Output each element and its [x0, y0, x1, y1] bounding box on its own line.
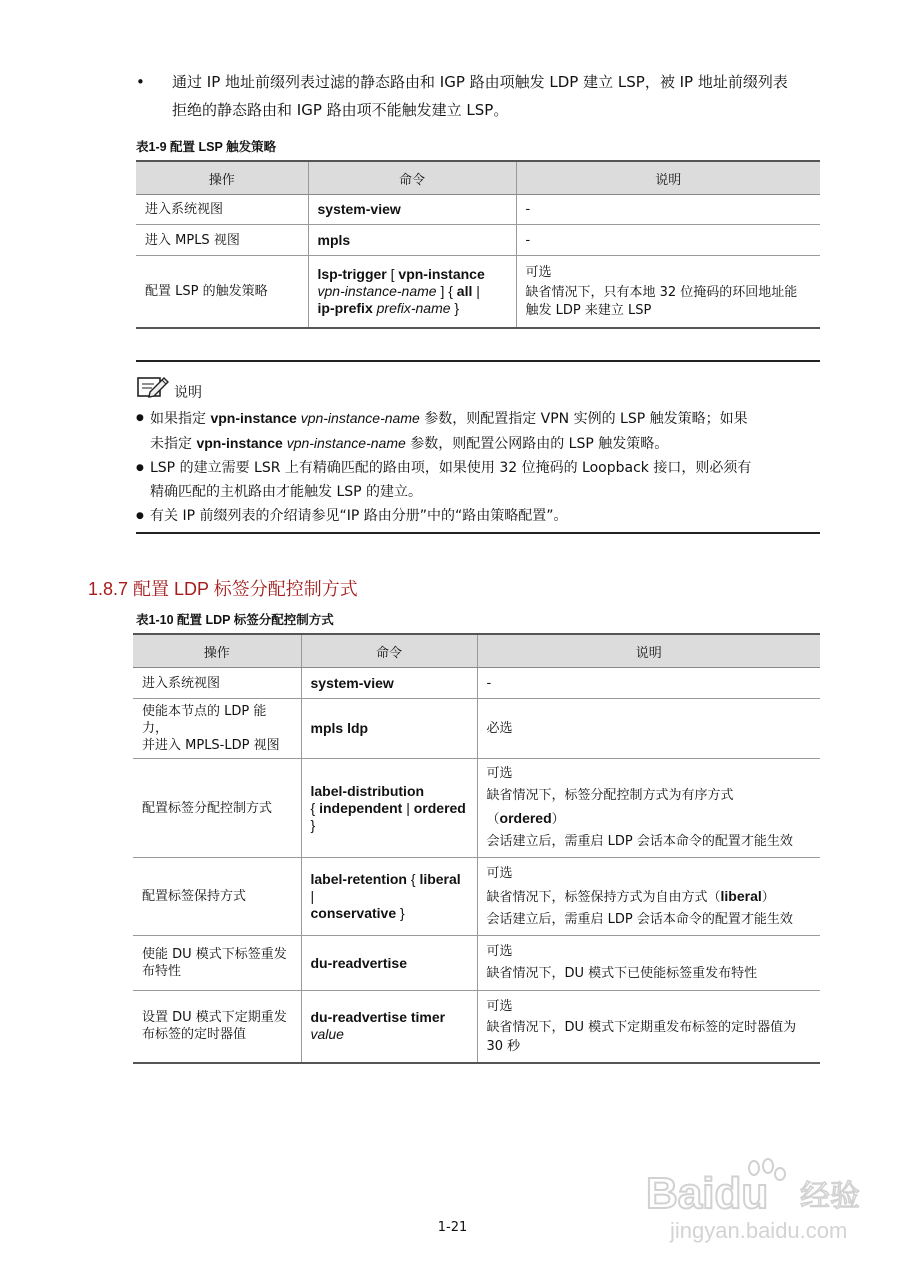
table-row — [136, 195, 820, 225]
table-row — [136, 225, 820, 256]
table1 — [136, 160, 820, 329]
op-cell — [133, 936, 301, 991]
op-line: 布特性 — [142, 964, 182, 979]
cmd-syntax: } — [310, 816, 316, 833]
baidu-watermark-logo — [640, 1150, 880, 1250]
note-text: LSP 的建立需要 LSR 上有精确匹配的路由项，如果使用 32 位掩码的 Loopback 接口，则必须有 — [150, 460, 752, 476]
page-number: 1-21 — [437, 1220, 468, 1235]
note-text: 如果指定 — [150, 411, 211, 427]
table-row — [133, 991, 820, 1063]
desc-cell — [477, 858, 820, 936]
cmd-keyword: lsp-trigger — [317, 265, 387, 282]
table2-caption: 表1-10 配置 LDP 标签分配控制方式 — [136, 613, 334, 627]
desc-cell — [477, 936, 820, 991]
cmd-cell — [301, 991, 477, 1063]
table1-header-row — [136, 161, 820, 195]
desc-line — [487, 785, 812, 831]
note-text: 参数，则配置指定 VPN 实例的 LSP 触发策略；如果 — [419, 411, 748, 427]
cmd-keyword: label-distribution — [310, 782, 425, 799]
op-line: 布标签的定时器值 — [142, 1027, 247, 1043]
cmd-syntax: } — [450, 299, 460, 316]
op-line: 使能本节点的 LDP 能力， — [142, 704, 267, 736]
intro-text-line2: 拒绝的静态路由和 IGP 路由项不能触发建立 LSP。 — [172, 101, 509, 119]
cmd-syntax: ] { — [436, 282, 457, 299]
table2-header-cmd: 命令 — [301, 634, 477, 668]
cmd-keyword: all — [456, 282, 473, 299]
desc-line: 触发 LDP 来建立 LSP — [525, 303, 652, 319]
cmd-keyword: ordered — [413, 799, 466, 816]
table-row — [133, 858, 820, 936]
table2 — [133, 633, 820, 1064]
desc-line: 可选 — [486, 999, 513, 1015]
desc-text: 缺省情况下，标签分配控制方式为有序方式（ — [486, 788, 734, 827]
intro-text-line1: 通过 IP 地址前缀列表过滤的静态路由和 IGP 路由项触发 LDP 建立 LSP，被 IP 地址前缀列表 — [172, 73, 788, 91]
cmd-keyword: independent — [319, 799, 403, 816]
desc-line: 可选 — [486, 944, 513, 959]
table-row — [133, 759, 820, 858]
desc-cell: - — [516, 225, 820, 256]
desc-cell — [477, 991, 820, 1063]
cmd-cell: system-view — [301, 668, 477, 699]
cmd-keyword: label-retention — [310, 871, 407, 887]
table1-caption: 表1-9 配置 LSP 触发策略 — [136, 140, 277, 154]
table2-header-row — [133, 634, 820, 668]
desc-line: 可选 — [486, 766, 513, 781]
desc-line: 会话建立后，需重启 LDP 会话本命令的配置才能生效 — [486, 911, 793, 927]
note-text: 参数，则配置公网路由的 LSP 触发策略。 — [405, 436, 669, 452]
desc-line: 可选 — [525, 265, 552, 281]
table1-header-op: 操作 — [136, 161, 308, 195]
desc-cell — [516, 256, 820, 328]
list-item — [136, 456, 820, 504]
table1-header-cmd: 命令 — [308, 161, 516, 195]
note-param: vpn-instance-name — [282, 435, 406, 451]
cmd-cell: system-view — [308, 195, 516, 225]
cmd-cell — [301, 759, 477, 858]
desc-line: 缺省情况下，只有本地 32 位掩码的环回地址能 — [525, 285, 798, 301]
op-cell — [133, 991, 301, 1063]
list-item — [136, 504, 820, 528]
cmd-cell — [308, 256, 516, 328]
watermark-brand: Baidu — [646, 1169, 769, 1218]
cmd-syntax: [ — [386, 265, 399, 282]
note-pencil-icon — [136, 372, 170, 402]
desc-line — [487, 885, 812, 909]
cmd-param: vpn-instance-name — [317, 282, 437, 299]
desc-cell: 必选 — [477, 699, 820, 759]
note-text: 精确匹配的主机路由才能触发 LSP 的建立。 — [150, 484, 423, 500]
desc-text: 缺省情况下，标签保持方式为自由方式（ — [486, 889, 721, 905]
note-box — [136, 360, 820, 534]
desc-cell — [477, 759, 820, 858]
op-cell: 进入 MPLS 视图 — [136, 225, 308, 256]
op-line: 并进入 MPLS-LDP 视图 — [142, 738, 280, 753]
desc-cell: - — [516, 195, 820, 225]
note-text: 未指定 — [150, 436, 197, 452]
table2-header-desc: 说明 — [477, 634, 820, 668]
desc-line: 可选 — [486, 865, 513, 881]
desc-line: 30 秒 — [486, 1039, 521, 1055]
cmd-keyword: du-readvertise timer — [310, 1009, 446, 1026]
table-row — [136, 256, 820, 328]
cmd-syntax: { — [310, 799, 320, 816]
cmd-cell — [301, 858, 477, 936]
cmd-cell: mpls ldp — [301, 699, 477, 759]
desc-line: 缺省情况下，DU 模式下已使能标签重发布特性 — [486, 966, 758, 981]
desc-text: ） — [761, 889, 775, 905]
watermark-cn: 经验 — [800, 1179, 860, 1214]
cmd-param: prefix-name — [372, 299, 451, 316]
bullet-dot: • — [136, 73, 145, 91]
desc-keyword: ordered — [499, 810, 552, 826]
section-heading: 1.8.7 配置 LDP 标签分配控制方式 — [88, 579, 358, 599]
cmd-syntax: } — [396, 905, 405, 921]
note-param: vpn-instance-name — [296, 410, 420, 426]
table-row — [133, 936, 820, 991]
table1-header-desc: 说明 — [516, 161, 820, 195]
list-item — [136, 406, 820, 456]
op-cell: 进入系统视图 — [133, 668, 301, 699]
note-list — [136, 406, 820, 528]
cmd-cell: mpls — [308, 225, 516, 256]
op-line: 使能 DU 模式下标签重发 — [142, 947, 287, 962]
desc-cell: - — [477, 668, 820, 699]
desc-keyword: liberal — [720, 887, 762, 904]
cmd-keyword: liberal — [419, 871, 461, 887]
cmd-keyword: ip-prefix — [317, 299, 373, 316]
cmd-param: value — [310, 1026, 344, 1043]
op-line: 设置 DU 模式下定期重发 — [142, 1010, 287, 1026]
table-row — [133, 668, 820, 699]
desc-text: ） — [551, 812, 565, 827]
cmd-syntax: | — [402, 799, 414, 816]
cmd-syntax: { — [406, 871, 420, 887]
note-title: 说明 — [174, 385, 202, 401]
table2-header-op: 操作 — [133, 634, 301, 668]
note-keyword: vpn-instance — [196, 435, 283, 451]
cmd-keyword: vpn-instance — [398, 265, 485, 282]
cmd-syntax: | — [472, 282, 480, 299]
note-keyword: vpn-instance — [210, 410, 297, 426]
op-cell: 配置标签分配控制方式 — [133, 759, 301, 858]
desc-line: 缺省情况下，DU 模式下定期重发布标签的定时器值为 — [486, 1020, 797, 1036]
op-cell: 配置 LSP 的触发策略 — [136, 256, 308, 328]
op-cell: 进入系统视图 — [136, 195, 308, 225]
watermark-url: jingyan.baidu.com — [670, 1218, 848, 1243]
op-cell — [133, 699, 301, 759]
intro-bullet — [136, 68, 826, 124]
table-row — [133, 699, 820, 759]
desc-line: 会话建立后，需重启 LDP 会话本命令的配置才能生效 — [486, 834, 793, 849]
cmd-keyword: conservative — [310, 905, 397, 921]
cmd-syntax: | — [310, 888, 315, 904]
note-text: 有关 IP 前缀列表的介绍请参见“IP 路由分册”中的“路由策略配置”。 — [150, 508, 568, 524]
cmd-cell: du-readvertise — [301, 936, 477, 991]
op-cell: 配置标签保持方式 — [133, 858, 301, 936]
